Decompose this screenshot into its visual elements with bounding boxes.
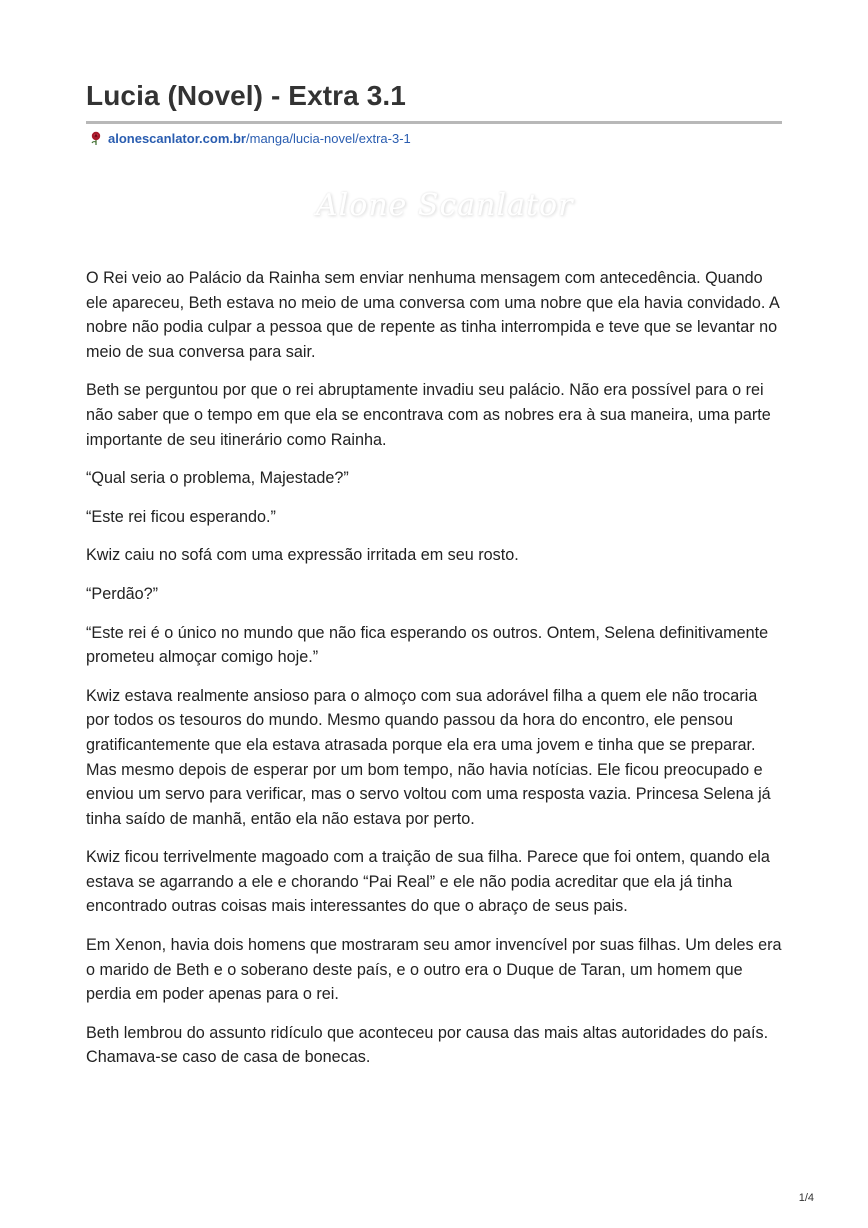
paragraph: Kwiz caiu no sofá com uma expressão irritada em seu rosto. bbox=[86, 546, 519, 565]
rose-icon bbox=[88, 130, 104, 146]
paragraph: Beth lembrou do assunto ridículo que aconteceu por causa das mais altas autoridades do país. Chamava-se caso de casa de bonecas. bbox=[86, 1023, 769, 1067]
article-body bbox=[86, 266, 782, 1084]
paragraph: “Perdão?” bbox=[86, 584, 158, 603]
source-domain[interactable]: alonescanlator.com.br bbox=[108, 130, 246, 146]
paragraph: Kwiz estava realmente ansioso para o almoço com sua adorável filha a quem ele não trocaria por todos os tesouros do mundo. Mesmo quando passou da hora do encontro, ele pensou gratificantemente que ela estava atrasada porque ela era uma jovem e tinha que se preparar. Mas mesmo depois de esperar por um bom tempo, não havia notícias. Ele ficou preocupado e enviou um servo para verificar, mas o servo voltou com uma resposta vazia. Princesa Selena já tinha saído de manhã, então ela não estava por perto. bbox=[86, 686, 771, 828]
paragraph: Beth se perguntou por que o rei abruptamente invadiu seu palácio. Não era possível para o rei não saber que o tempo em que ela se encontrava com as nobres era à sua maneira, uma parte importante de seu itinerário como Rainha. bbox=[86, 381, 771, 449]
source-link[interactable] bbox=[88, 128, 411, 148]
source-path[interactable]: /manga/lucia-novel/extra-3-1 bbox=[246, 130, 411, 146]
paragraph: “Este rei ficou esperando.” bbox=[86, 507, 276, 526]
paragraph: “Qual seria o problema, Majestade?” bbox=[86, 469, 349, 488]
paragraph: “Este rei é o único no mundo que não fica esperando os outros. Ontem, Selena definitivamente prometeu almoçar comigo hoje.” bbox=[86, 623, 769, 667]
page-title: Lucia (Novel) - Extra 3.1 bbox=[86, 80, 406, 111]
title-divider bbox=[86, 121, 782, 124]
paragraph: Kwiz ficou terrivelmente magoado com a traição de sua filha. Parece que foi ontem, quando ela estava se agarrando a ele e chorando “Pai Real” e ele não podia acreditar que ela já tinha encontrado outras coisas mais interessantes do que o abraço de seus pais. bbox=[86, 848, 770, 916]
paragraph: Em Xenon, havia dois homens que mostraram seu amor invencível por suas filhas. Um deles era o marido de Beth e o soberano deste país, e o outro era o Duque de Taran, um homem que perdia em poder apenas para o rei. bbox=[86, 936, 782, 1004]
paragraph: O Rei veio ao Palácio da Rainha sem enviar nenhuma mensagem com antecedência. Quando ele apareceu, Beth estava no meio de uma conversa com uma nobre que ela havia convidado. A nobre não podia culpar a pessoa que de repente as tinha interrompida e teve que se levantar no meio de sua conversa para sair. bbox=[86, 269, 779, 361]
page-number: 1/4 bbox=[798, 1192, 814, 1204]
watermark: Alone Scanlator bbox=[316, 188, 574, 223]
